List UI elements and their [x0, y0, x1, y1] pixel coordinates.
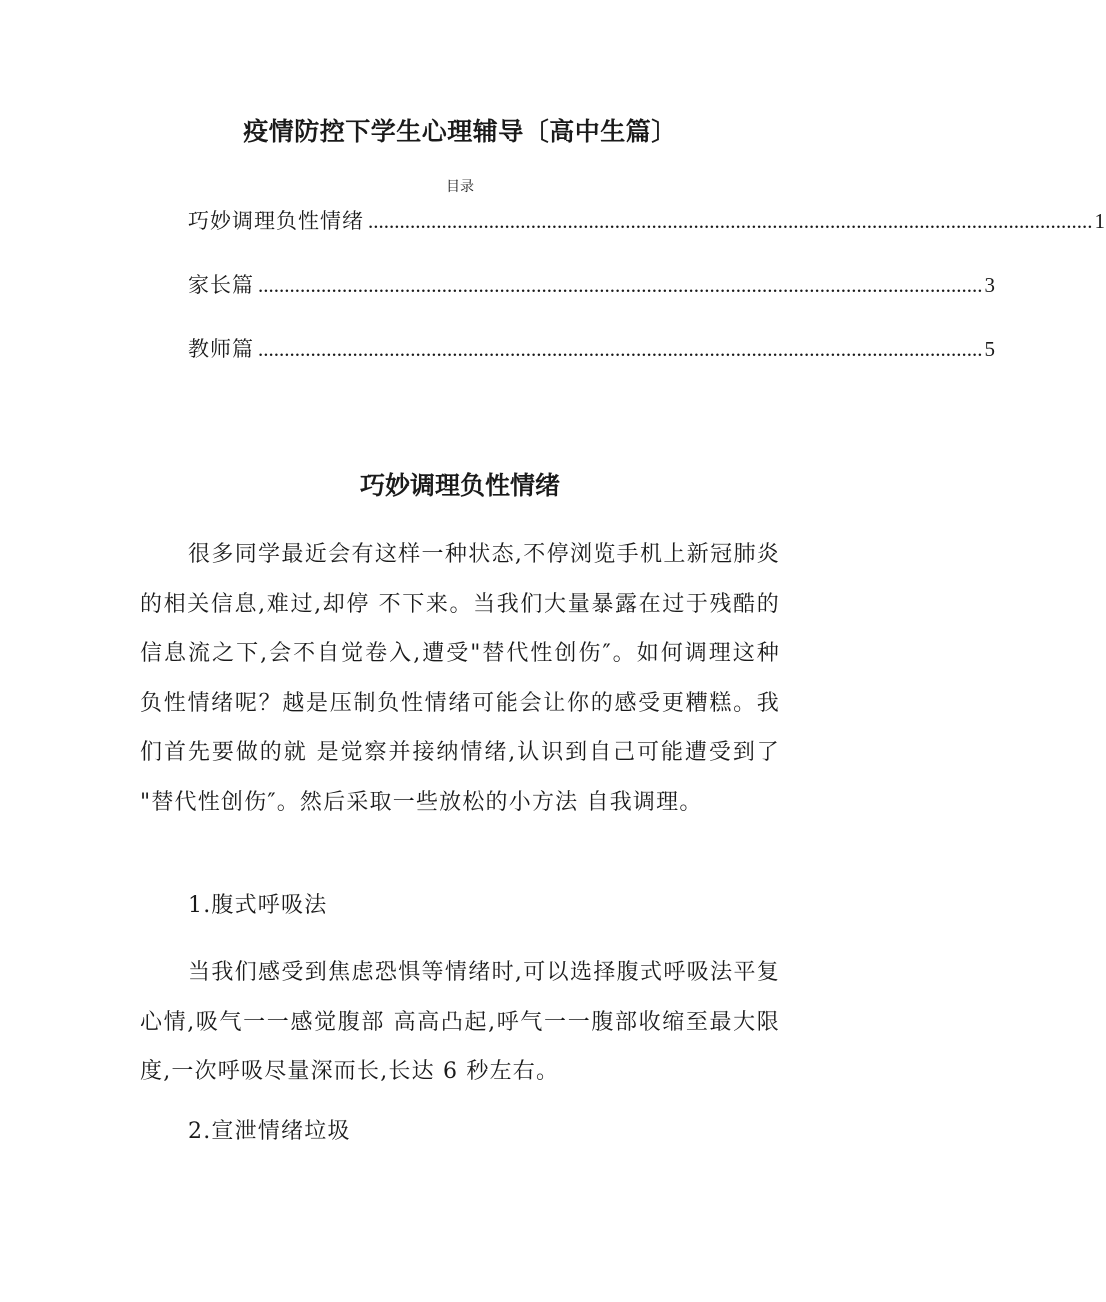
document-title: 疫情防控下学生心理辅导〔高中生篇〕 [243, 117, 677, 146]
paragraph-intro: 很多同学最近会有这样一种状态,不停浏览手机上新冠肺炎的相关信息,难过,却停 不下来。当我们大量暴露在过于残酷的信息流之下,会不自觉卷入,遭受"替代性创伤″。如何调理这种负性情绪呢？越是压制负性情绪可能会让你的感受更糟糕。我们首先要做的就 是觉察并接纳情绪,认识到自己可能遭受到了 "替代性创伤″。然后采取一些放松的小方法 自我调理。 [140, 542, 780, 815]
toc-entry[interactable] [188, 205, 1106, 269]
toc-heading: 目录 [446, 179, 474, 195]
toc-entry-page: 5 [984, 337, 996, 361]
toc-leader-dots: .......................................................................................................................................... [368, 209, 1093, 233]
toc-entry-page: 3 [984, 273, 996, 297]
subheading-breathing: 1.腹式呼吸法 [188, 893, 328, 918]
toc-leader-dots: .......................................................................................................................................... [258, 337, 983, 361]
section-title: 巧妙调理负性情绪 [359, 471, 560, 500]
toc-entry-page: 1 [1094, 209, 1106, 233]
subheading-venting: 2.宣泄情绪垃圾 [188, 1119, 351, 1144]
toc-leader-dots: .......................................................................................................................................... [258, 273, 983, 297]
toc-entry-label: 巧妙调理负性情绪 [188, 209, 364, 233]
toc-entry-label: 教师篇 [188, 337, 254, 361]
toc-entry[interactable] [188, 333, 996, 397]
paragraph-breathing: 当我们感受到焦虑恐惧等情绪时,可以选择腹式呼吸法平复心情,吸气一一感觉腹部 高高凸起,呼气一一腹部收缩至最大限度,一次呼吸尽量深而长,长达 6 秒左右。 [140, 960, 780, 1084]
table-of-contents [188, 205, 1106, 397]
toc-entry-label: 家长篇 [188, 273, 254, 297]
toc-entry[interactable] [188, 269, 996, 333]
